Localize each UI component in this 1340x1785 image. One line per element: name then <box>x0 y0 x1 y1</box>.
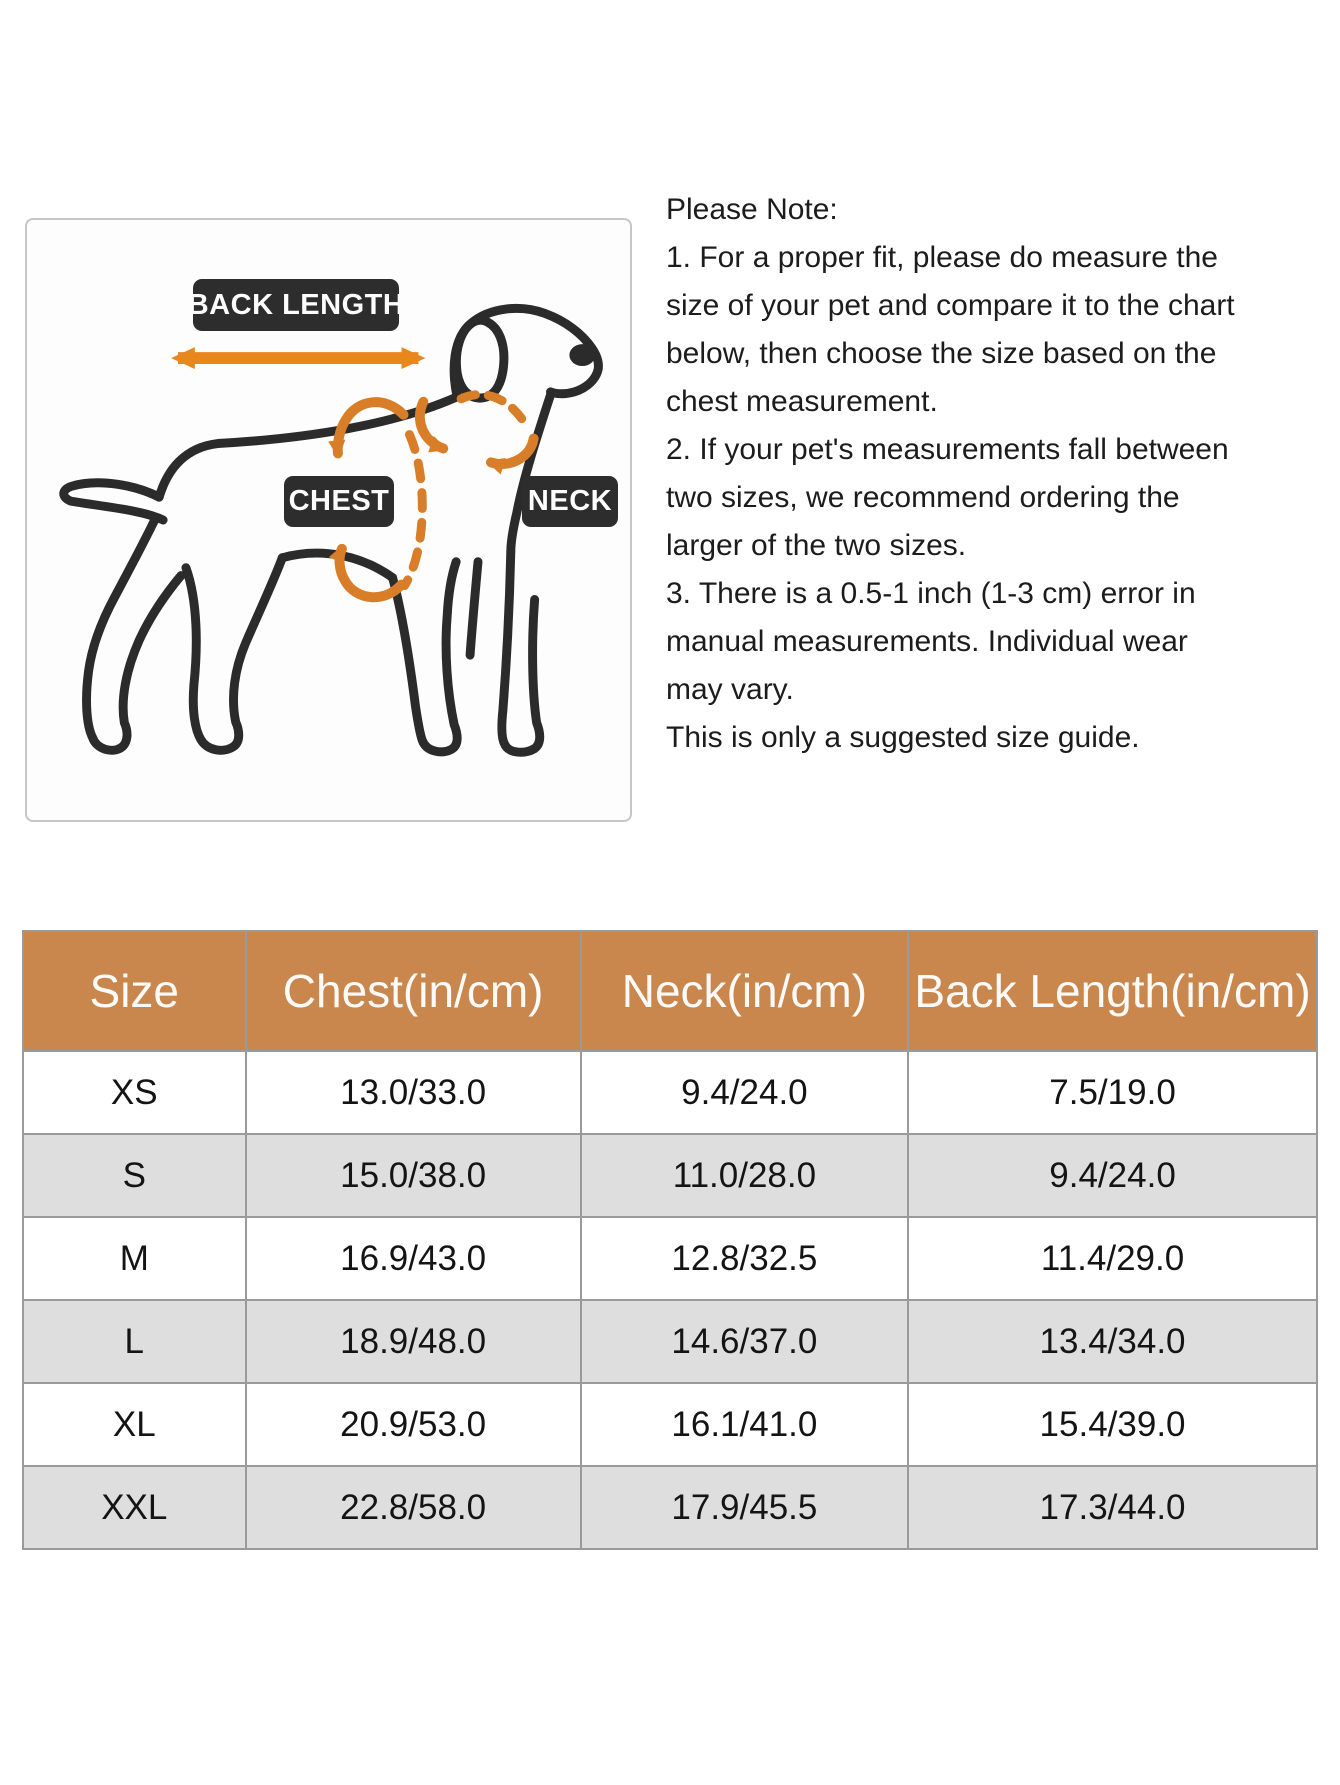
header-cell: Neck(in/cm) <box>581 931 908 1051</box>
table-row <box>23 1466 1317 1549</box>
size-table-header <box>23 931 1317 1051</box>
size-table-body <box>23 1051 1317 1549</box>
measurement-cell: 11.4/29.0 <box>908 1217 1317 1300</box>
size-cell: M <box>23 1217 246 1300</box>
header-cell: Chest(in/cm) <box>246 931 581 1051</box>
note-line: This is only a suggested size guide. <box>666 721 1140 754</box>
header-cell: Size <box>23 931 246 1051</box>
table-row <box>23 1300 1317 1383</box>
note-line: below, then choose the size based on the <box>666 337 1217 370</box>
note-line: size of your pet and compare it to the chart <box>666 289 1235 322</box>
measurement-cell: 7.5/19.0 <box>908 1051 1317 1134</box>
header-cell: Back Length(in/cm) <box>908 931 1317 1051</box>
table-row <box>23 1383 1317 1466</box>
note-line: may vary. <box>666 673 794 706</box>
measurement-cell: 13.0/33.0 <box>246 1051 581 1134</box>
note-line: 1. For a proper fit, please do measure the <box>666 241 1218 274</box>
dog-nose <box>569 344 595 366</box>
note-line: chest measurement. <box>666 385 938 418</box>
size-cell: S <box>23 1134 246 1217</box>
note-line: larger of the two sizes. <box>666 529 967 562</box>
measurement-cell: 15.4/39.0 <box>908 1383 1317 1466</box>
measurement-cell: 15.0/38.0 <box>246 1134 581 1217</box>
note-line: 2. If your pet's measurements fall between <box>666 433 1229 466</box>
size-cell: XS <box>23 1051 246 1134</box>
measurement-cell: 9.4/24.0 <box>581 1051 908 1134</box>
table-row <box>23 1051 1317 1134</box>
dog-outline <box>64 308 599 752</box>
neck-badge: NECK <box>522 476 618 527</box>
measurement-cell: 18.9/48.0 <box>246 1300 581 1383</box>
table-row <box>23 1217 1317 1300</box>
dog-measurement-diagram <box>25 218 632 822</box>
note-line: Please Note: <box>666 193 838 226</box>
size-cell: L <box>23 1300 246 1383</box>
size-cell: XXL <box>23 1466 246 1549</box>
measurement-cell: 17.9/45.5 <box>581 1466 908 1549</box>
back-length-badge: BACK LENGTH <box>193 279 399 331</box>
size-cell: XL <box>23 1383 246 1466</box>
chest-badge: CHEST <box>284 476 394 527</box>
measurement-cell: 14.6/37.0 <box>581 1300 908 1383</box>
measurement-cell: 16.1/41.0 <box>581 1383 908 1466</box>
measurement-cell: 12.8/32.5 <box>581 1217 908 1300</box>
table-row <box>23 1134 1317 1217</box>
note-line: manual measurements. Individual wear <box>666 625 1188 658</box>
measurement-cell: 16.9/43.0 <box>246 1217 581 1300</box>
note-line: two sizes, we recommend ordering the <box>666 481 1180 514</box>
note-text <box>666 186 1326 762</box>
measurement-cell: 20.9/53.0 <box>246 1383 581 1466</box>
measurement-cell: 22.8/58.0 <box>246 1466 581 1549</box>
note-line: 3. There is a 0.5-1 inch (1-3 cm) error in <box>666 577 1196 610</box>
measurement-cell: 9.4/24.0 <box>908 1134 1317 1217</box>
size-table <box>22 930 1318 1550</box>
measurement-cell: 13.4/34.0 <box>908 1300 1317 1383</box>
measurement-cell: 11.0/28.0 <box>581 1134 908 1217</box>
measurement-cell: 17.3/44.0 <box>908 1466 1317 1549</box>
